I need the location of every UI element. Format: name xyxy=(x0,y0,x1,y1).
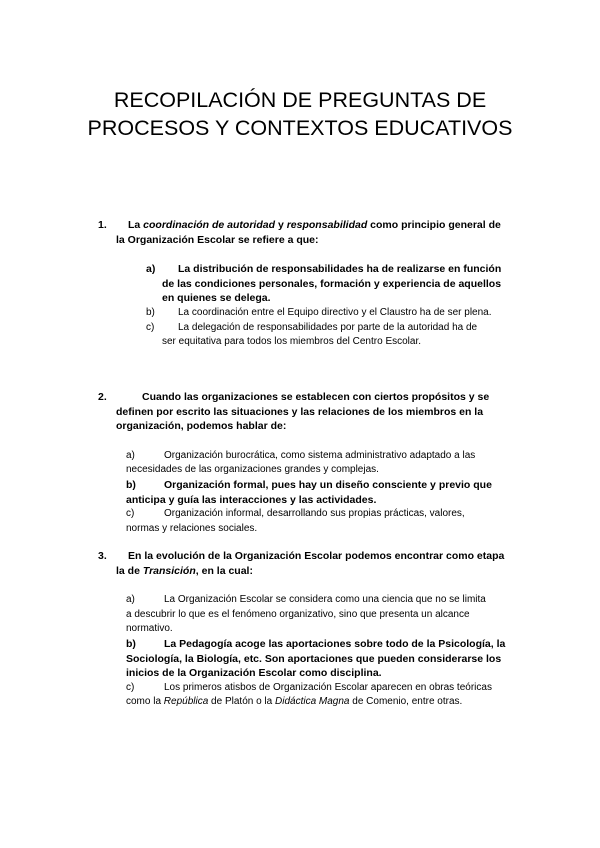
question-1-number: 1. xyxy=(98,219,107,231)
question-2 xyxy=(98,390,528,536)
question-1 xyxy=(98,218,528,350)
question-2-options xyxy=(98,449,528,537)
question-2-stem: 2. Cuando las organizaciones se establecen con ciertos propósitos y se definen por escrito las situaciones y las relaciones de los miembros en la organización, podemos hablar de: xyxy=(98,391,490,433)
question-3 xyxy=(98,549,528,710)
question-3-stem: 3. En la evolución de la Organización Escolar podemos encontrar como etapa la de Transición, en la cual: xyxy=(98,550,505,577)
title-line-2: PROCESOS Y CONTEXTOS EDUCATIVOS xyxy=(87,116,513,140)
question-2-option-a[interactable]: a) Organización burocrática, como sistema administrativo adaptado a las necesidades de las organizaciones grandes y complejas. xyxy=(126,449,476,476)
question-2-number: 2. xyxy=(98,391,107,403)
question-3-option-c[interactable]: c) Los primeros atisbos de Organización Escolar aparecen en obras teóricas como la República de Platón o la Didáctica Magna de Comenio, entre otras. xyxy=(126,681,492,708)
question-2-option-c[interactable]: c) Organización informal, desarrollando sus propias prácticas, valores, normas y relaciones sociales. xyxy=(126,508,465,534)
question-1-option-c[interactable]: c) La delegación de responsabilidades por parte de la autoridad ha de ser equitativa para todos los miembros del Centro Escolar. xyxy=(146,321,478,348)
question-1-option-b[interactable]: b) La coordinación entre el Equipo directivo y el Claustro ha de ser plena. xyxy=(146,306,492,318)
question-3-number: 3. xyxy=(98,550,107,562)
question-2-option-b[interactable]: b) Organización formal, pues hay un diseño consciente y previo que anticipa y guía las interacciones y las actividades. xyxy=(126,478,492,506)
question-3-option-b[interactable]: b) La Pedagogía acoge las aportaciones sobre todo de la Psicología, la Sociología, la Biología, etc. Son aportaciones que pueden considerarse los inicios de la Organización Escolar como disciplina. xyxy=(126,637,506,680)
title-line-1: RECOPILACIÓN DE PREGUNTAS DE xyxy=(113,88,487,112)
question-3-options xyxy=(98,593,528,710)
document-title xyxy=(0,86,600,142)
question-1-options xyxy=(98,262,528,350)
question-1-stem: 1. La coordinación de autoridad y responsabilidad como principio general de la Organización Escolar se refiere a que: xyxy=(98,219,501,246)
question-3-option-a[interactable]: a) La Organización Escolar se considera como una ciencia que no se limita a descubrir lo que es el fenómeno organizativo, sino que presenta un alcance normativo. xyxy=(126,594,486,635)
question-1-option-a[interactable]: a) La distribución de responsabilidades ha de realizarse en función de las condiciones personales, formación y experiencia de aquellos en quienes se delega. xyxy=(146,263,502,305)
